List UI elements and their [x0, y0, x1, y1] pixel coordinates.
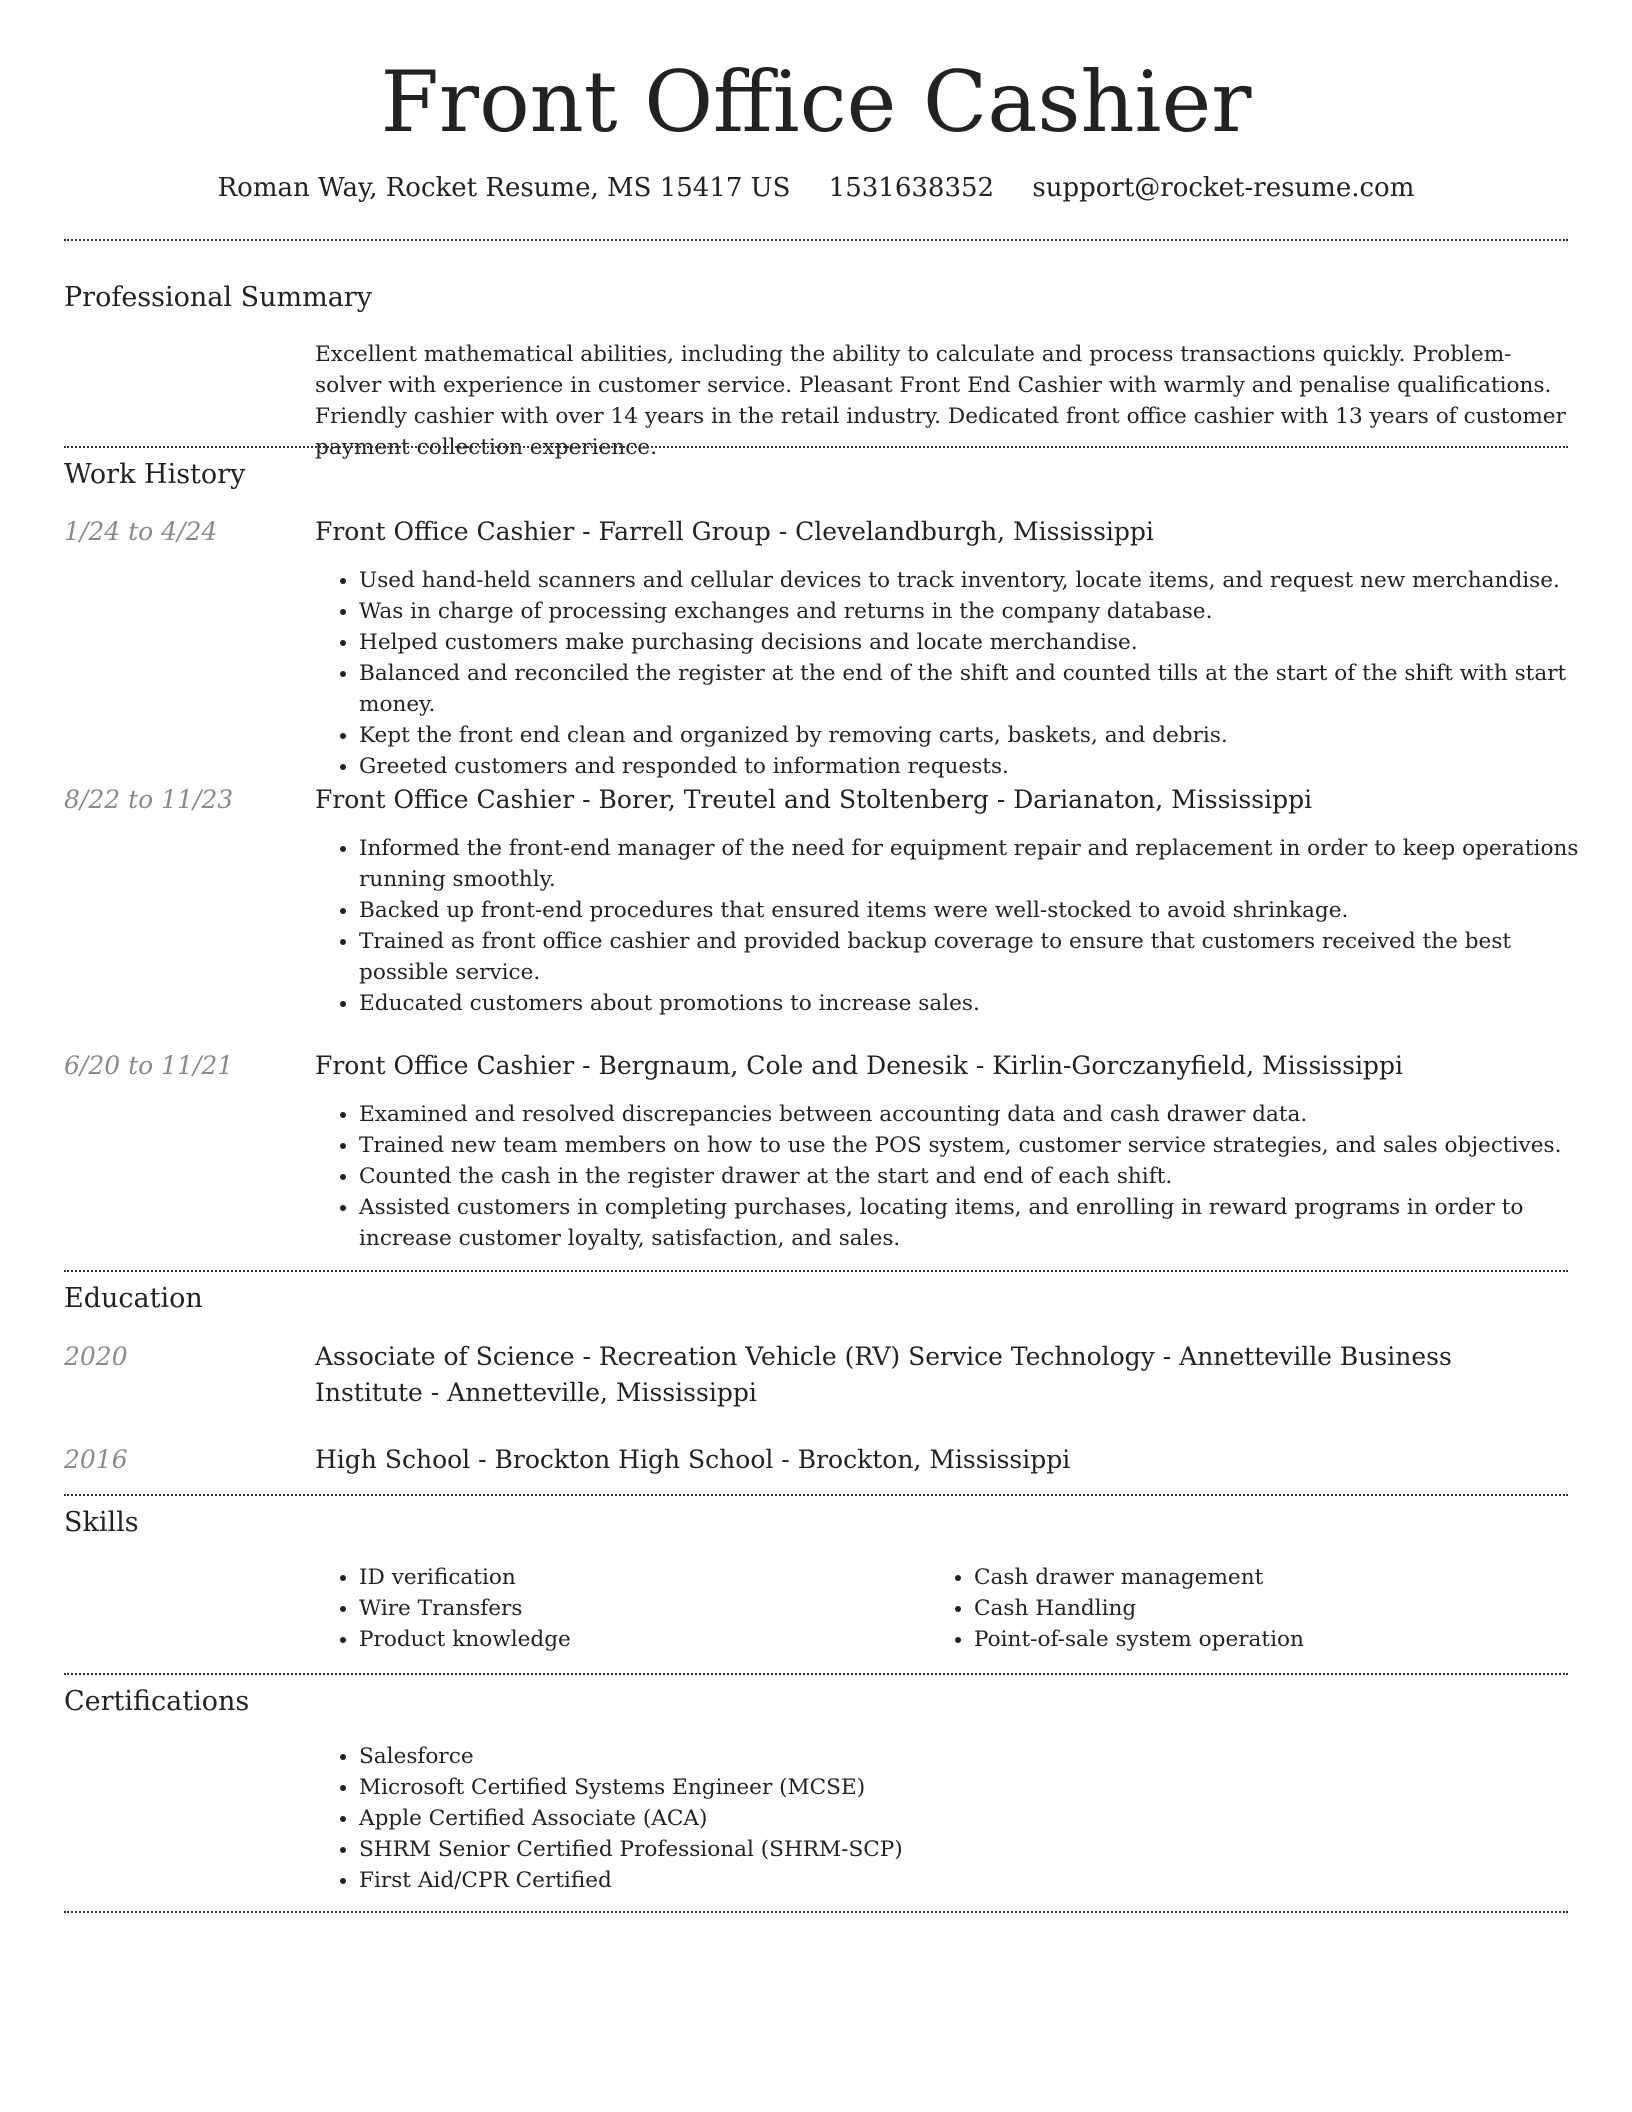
certification-item: • First Aid/CPR Certified [359, 1865, 1599, 1896]
job-bullet: • Helped customers make purchasing decisions and locate merchandise. [359, 627, 1599, 658]
certification-item: • Apple Certified Associate (ACA) [359, 1803, 1599, 1834]
job-heading: Front Office Cashier - Bergnaum, Cole and Denesik - Kirlin-Gorczanyfield, Mississippi [315, 1051, 1403, 1080]
skill-item: • Cash drawer management [974, 1562, 1574, 1593]
skill-item: • ID verification [359, 1562, 919, 1593]
job-bullet: • Greeted customers and responded to information requests. [359, 751, 1599, 782]
skills-list-left [315, 1562, 919, 1655]
certifications-list [315, 1741, 1599, 1896]
job-dates: 8/22 to 11/23 [64, 785, 234, 814]
section-title-skills: Skills [64, 1507, 139, 1538]
skill-item: • Product knowledge [359, 1624, 919, 1655]
job-bullet: • Examined and resolved discrepancies between accounting data and cash drawer data. [359, 1099, 1599, 1130]
job-dates: 1/24 to 4/24 [64, 517, 218, 546]
divider [64, 446, 1568, 448]
certification-item: • Salesforce [359, 1741, 1599, 1772]
section-title-education: Education [64, 1283, 203, 1314]
job-bullet: • Trained as front office cashier and provided backup coverage to ensure that customers received the best possible service. [359, 926, 1599, 988]
skill-item: • Cash Handling [974, 1593, 1574, 1624]
education-heading: Associate of Science - Recreation Vehicle (RV) Service Technology - Annetteville Business Institute - Annetteville, Mississippi [315, 1342, 1452, 1407]
job-bullet: • Used hand-held scanners and cellular devices to track inventory, locate items, and request new merchandise. [359, 565, 1599, 596]
education-year: 2020 [64, 1342, 128, 1371]
contact-address: Roman Way, Rocket Resume, MS 15417 US [217, 173, 791, 203]
contact-email[interactable]: support@rocket-resume.com [1032, 173, 1415, 203]
job-bullet: • Assisted customers in completing purchases, locating items, and enrolling in reward programs in order to increase customer loyalty, satisfaction, and sales. [359, 1192, 1599, 1254]
skill-item: • Wire Transfers [359, 1593, 919, 1624]
job-bullets [315, 833, 1599, 1019]
contact-phone: 1531638352 [828, 173, 995, 203]
job-dates: 6/20 to 11/21 [64, 1051, 234, 1080]
section-title-summary: Professional Summary [64, 282, 372, 313]
certification-item: • Microsoft Certified Systems Engineer (MCSE) [359, 1772, 1599, 1803]
job-heading: Front Office Cashier - Borer, Treutel and Stoltenberg - Darianaton, Mississippi [315, 785, 1313, 814]
skills-list-right [930, 1562, 1574, 1655]
divider [64, 1911, 1568, 1913]
job-bullet: • Backed up front-end procedures that ensured items were well-stocked to avoid shrinkage. [359, 895, 1599, 926]
section-title-work-history: Work History [64, 459, 246, 490]
job-bullet: • Educated customers about promotions to increase sales. [359, 988, 1599, 1019]
job-bullet: • Counted the cash in the register drawer at the start and end of each shift. [359, 1161, 1599, 1192]
resume-name: Front Office Cashier [380, 53, 1252, 151]
certification-item: • SHRM Senior Certified Professional (SHRM-SCP) [359, 1834, 1599, 1865]
divider [64, 1494, 1568, 1496]
job-bullets [315, 1099, 1599, 1254]
education-year: 2016 [64, 1445, 128, 1474]
job-heading: Front Office Cashier - Farrell Group - Clevelandburgh, Mississippi [315, 517, 1154, 546]
job-bullet: • Trained new team members on how to use the POS system, customer service strategies, and sales objectives. [359, 1130, 1599, 1161]
job-bullet: • Kept the front end clean and organized by removing carts, baskets, and debris. [359, 720, 1599, 751]
section-title-certifications: Certifications [64, 1686, 250, 1717]
summary-text: Excellent mathematical abilities, including the ability to calculate and process transactions quickly. Problem-solver with experience in customer service. Pleasant Front End Cashier with warmly and penalise qualifications. Friendly cashier with over 14 years in the retail industry. Dedicated front office cashier with 13 years of customer payment collection experience. [315, 342, 1566, 460]
skill-item: • Point-of-sale system operation [974, 1624, 1574, 1655]
job-bullet: • Informed the front-end manager of the need for equipment repair and replacement in order to keep operations running smoothly. [359, 833, 1599, 895]
job-bullet: • Was in charge of processing exchanges and returns in the company database. [359, 596, 1599, 627]
job-bullets [315, 565, 1599, 782]
divider [64, 1673, 1568, 1675]
divider [64, 1270, 1568, 1272]
education-heading: High School - Brockton High School - Brockton, Mississippi [315, 1445, 1071, 1474]
contact-line [0, 170, 1632, 206]
divider [64, 239, 1568, 241]
job-bullet: • Balanced and reconciled the register at the end of the shift and counted tills at the start of the shift with start money. [359, 658, 1599, 720]
